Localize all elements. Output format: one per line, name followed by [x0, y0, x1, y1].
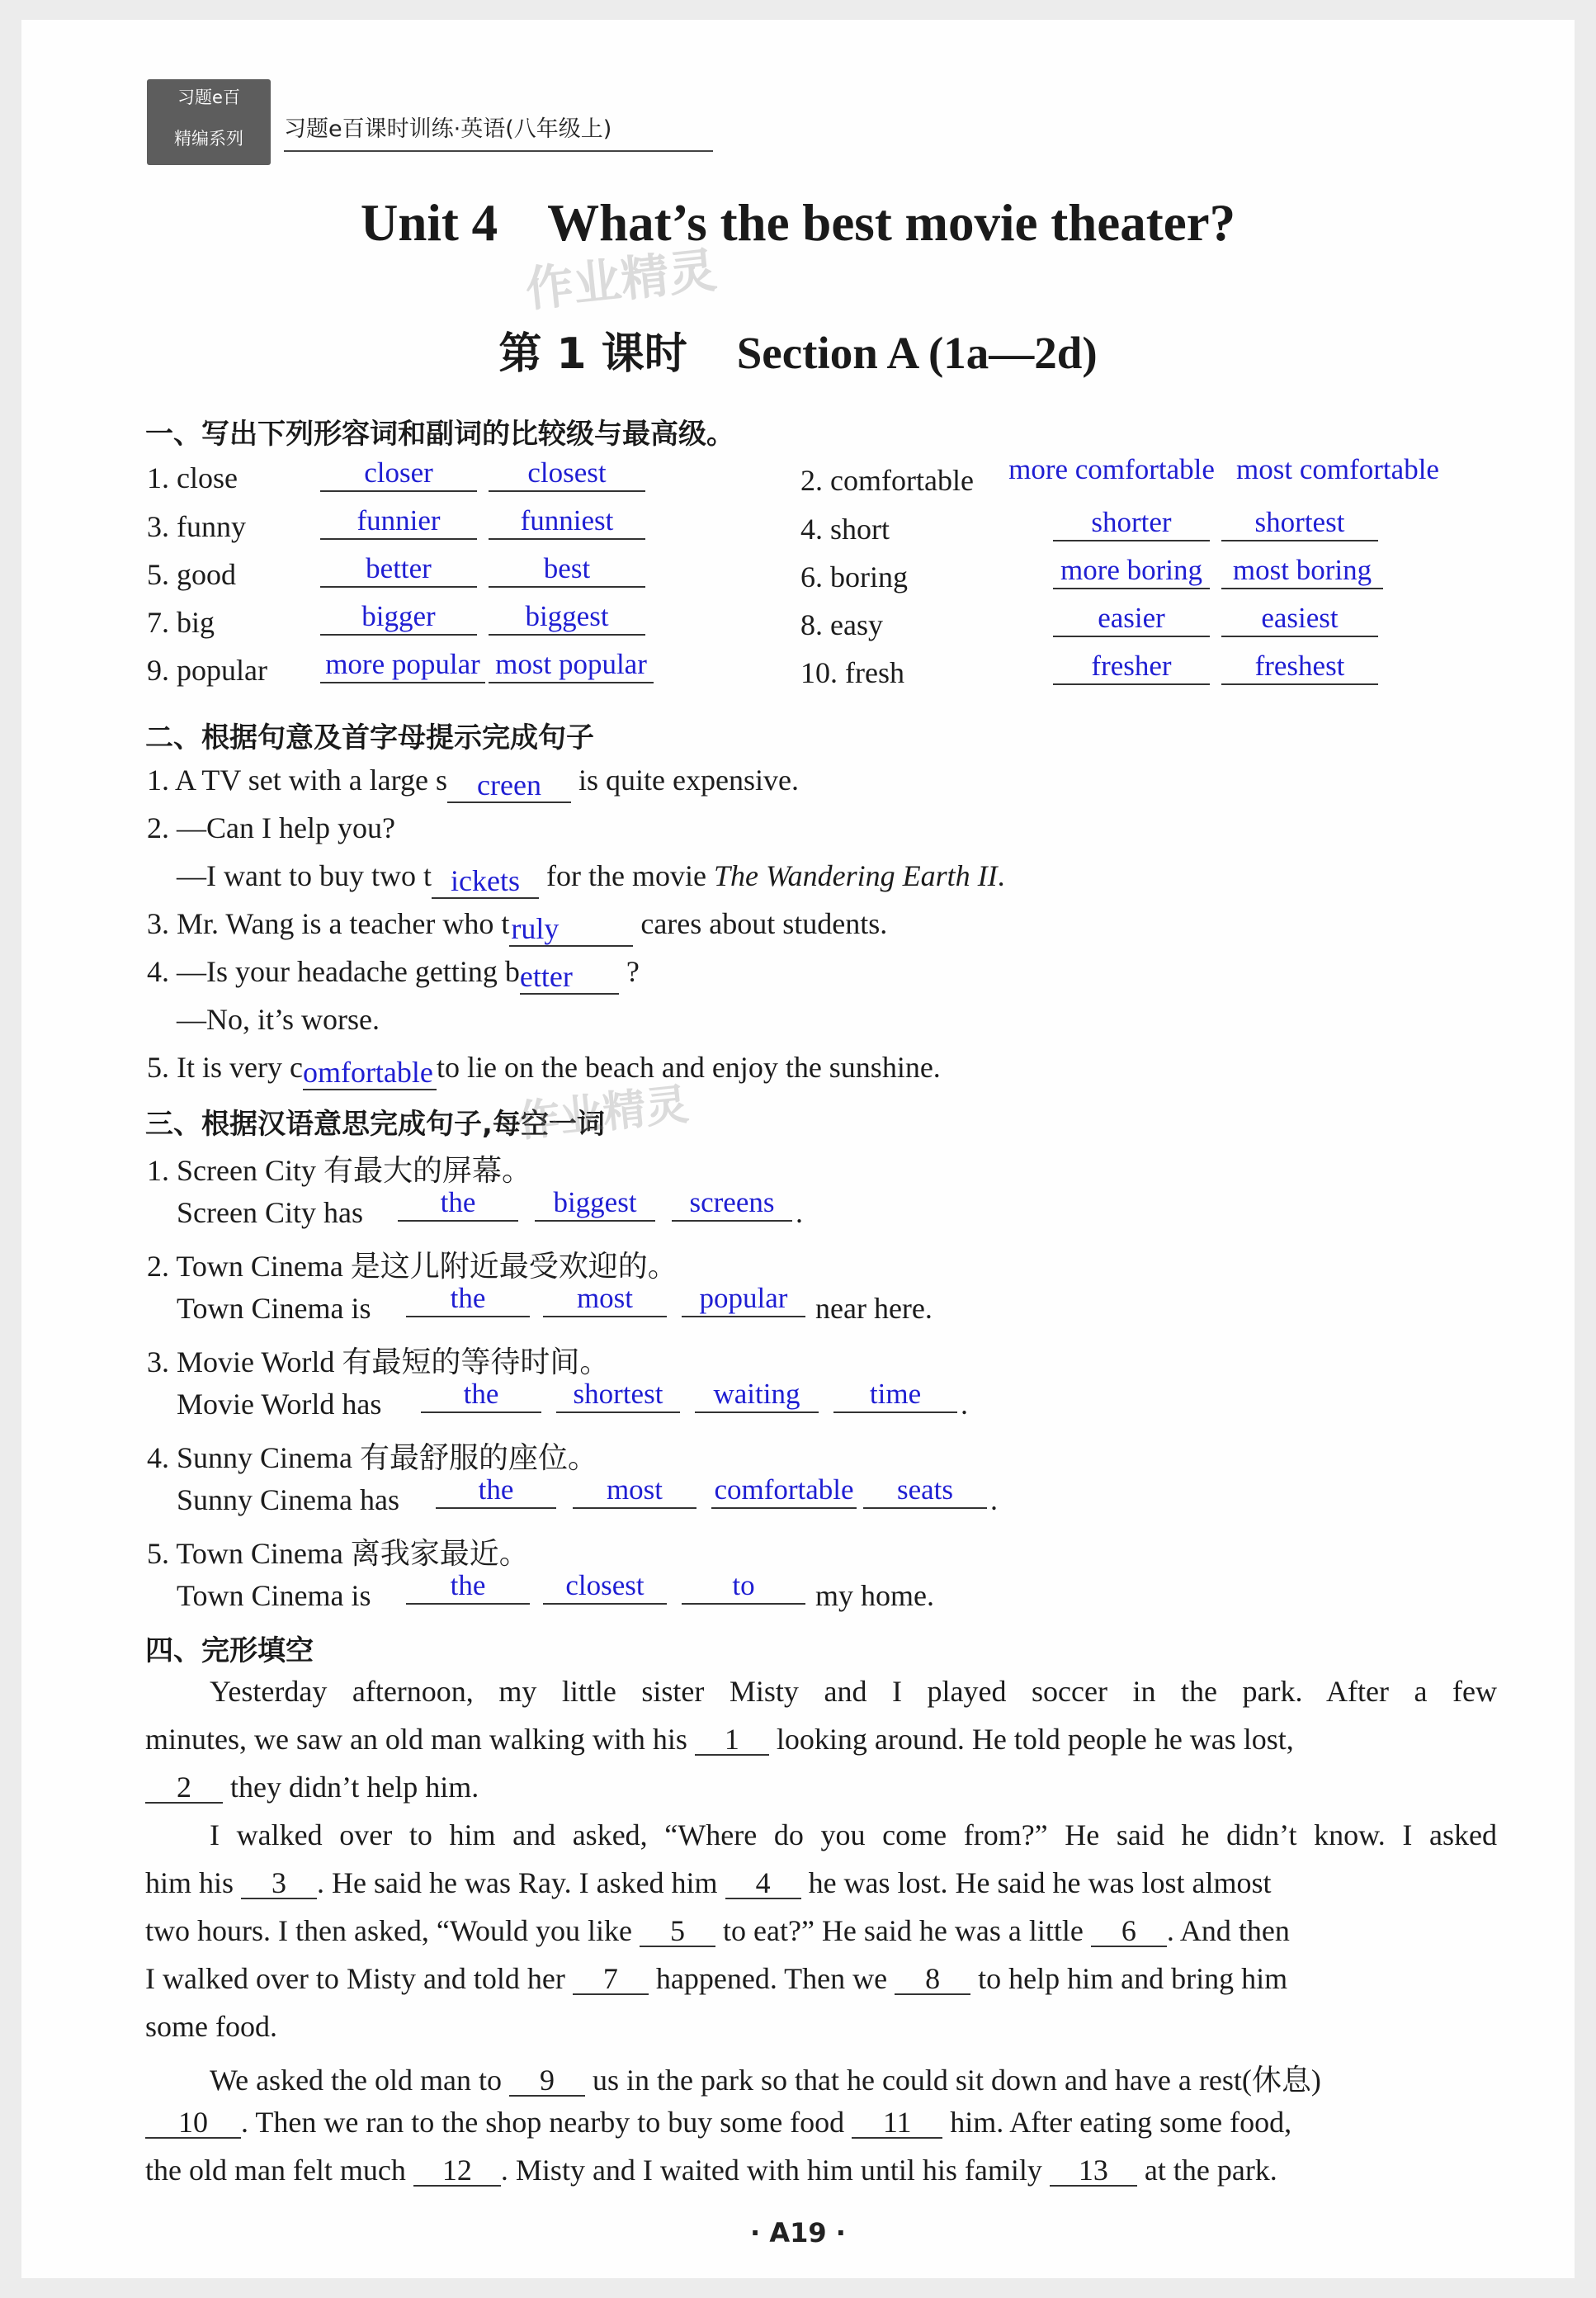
answer-blank[interactable]: ickets [432, 864, 539, 899]
part2-sentence-1 [147, 763, 799, 803]
passage-line: I walked over to him and asked, “Where do you come from?” He said he didn’t know. I asked [210, 1818, 1497, 1851]
unit-number: Unit 4 [360, 194, 498, 252]
sentence-text: ? [626, 955, 640, 988]
passage-text: . Misty and I waited with him until his family [500, 2154, 1042, 2187]
cloze-blank[interactable]: 11 [852, 2107, 942, 2139]
answer-blank[interactable]: creen [447, 768, 571, 803]
passage-line [145, 1961, 1287, 1996]
answer-blank[interactable]: omfortable [303, 1056, 437, 1090]
page-number: · A19 · [750, 2217, 846, 2248]
part3-item-cn: 1. Screen City 有最大的屏幕。 [147, 1154, 531, 1187]
comparative-blank[interactable]: fresher [1053, 649, 1210, 685]
sentence-end: . [796, 1196, 803, 1229]
sentence-text: to lie on the beach and enjoy the sunshine. [436, 1051, 941, 1084]
answer-blank[interactable]: shortest [556, 1377, 680, 1413]
lesson-title [21, 319, 1575, 381]
watermark: 作业精灵 [522, 242, 720, 318]
part4-heading: 四、完形填空 [145, 1634, 314, 1667]
answer-blank[interactable]: time [833, 1377, 957, 1413]
passage-text: I walked over to Misty and told her [145, 1962, 565, 1995]
cloze-blank[interactable]: 9 [509, 2065, 585, 2097]
comparative-blank[interactable]: bigger [320, 599, 477, 636]
answer-blank[interactable]: to [682, 1568, 805, 1605]
comparative-blank[interactable]: easier [1053, 601, 1210, 637]
answer-blank[interactable]: the [406, 1568, 530, 1605]
superlative-blank[interactable]: most comfortable [1236, 453, 1439, 485]
part1-label: 4. short [800, 513, 890, 546]
part3-item-cn: 3. Movie World 有最短的等待时间。 [147, 1345, 610, 1378]
series-logo [147, 79, 271, 165]
cloze-blank[interactable]: 12 [413, 2155, 501, 2187]
passage-text: he was lost. He said he was lost almost [808, 1866, 1272, 1899]
unit-question: What’s the best movie theater? [547, 194, 1236, 252]
comparative-blank[interactable]: more popular [320, 647, 485, 683]
cloze-blank[interactable]: 13 [1050, 2155, 1137, 2187]
passage-text: . Then we ran to the shop nearby to buy some food [241, 2106, 845, 2139]
part3-item-lead: Screen City has [177, 1196, 363, 1229]
watermark: 作业精灵 [515, 1080, 692, 1147]
passage-text: they didn’t help him. [230, 1771, 479, 1804]
comparative-blank[interactable]: closer [320, 456, 477, 492]
sentence-text: 3. Mr. Wang is a teacher who t [147, 907, 510, 940]
answer-blank[interactable]: etter [520, 960, 619, 995]
superlative-blank[interactable]: most boring [1221, 553, 1383, 589]
comparative-blank[interactable]: better [320, 551, 477, 588]
sentence-text: for the movie [545, 859, 714, 892]
superlative-blank[interactable]: freshest [1221, 649, 1378, 685]
sentence-end: near here. [815, 1292, 933, 1325]
cloze-blank[interactable]: 10 [145, 2107, 241, 2139]
passage-text: two hours. I then asked, “Would you like [145, 1914, 632, 1947]
part1-label: 2. comfortable [800, 464, 974, 497]
answer-blank[interactable]: the [436, 1473, 556, 1509]
cloze-blank[interactable]: 1 [695, 1724, 769, 1756]
answer-blank[interactable]: the [406, 1281, 530, 1317]
part1-label: 5. good [147, 558, 236, 591]
superlative-blank[interactable]: funniest [489, 504, 645, 540]
logo-line-2: 精编系列 [174, 129, 243, 149]
part1-label: 3. funny [147, 510, 246, 543]
superlative-blank[interactable]: easiest [1221, 601, 1378, 637]
part2-sentence-4a [147, 954, 640, 995]
sentence-end: . [961, 1388, 968, 1421]
passage-text: to eat?” He said he was a little [723, 1914, 1084, 1947]
worksheet-page [21, 20, 1575, 2278]
part2-sentence-2b [177, 858, 1005, 899]
passage-text: . And then [1166, 1914, 1290, 1947]
answer-blank[interactable]: seats [863, 1473, 987, 1509]
header-underline [284, 150, 713, 152]
part1-label: 9. popular [147, 654, 267, 687]
passage-line: Yesterday afternoon, my little sister Misty and I played soccer in the park. After a few [210, 1675, 1497, 1708]
passage-text: him his [145, 1866, 234, 1899]
superlative-blank[interactable]: biggest [489, 599, 645, 636]
passage-line [145, 1913, 1290, 1948]
answer-blank[interactable]: comfortable [711, 1473, 857, 1509]
cloze-blank[interactable]: 5 [640, 1916, 715, 1947]
part3-item-lead: Sunny Cinema has [177, 1483, 399, 1516]
part3-item-lead: Town Cinema is [177, 1292, 371, 1325]
part3-item-cn: 4. Sunny Cinema 有最舒服的座位。 [147, 1441, 597, 1474]
part1-label: 10. fresh [800, 656, 904, 689]
answer-blank[interactable]: ruly [509, 912, 633, 947]
comparative-blank[interactable]: more boring [1053, 553, 1210, 589]
part2-heading: 二、根据句意及首字母提示完成句子 [145, 721, 594, 754]
passage-text: at the park. [1144, 2154, 1277, 2187]
sentence-text: 1. A TV set with a large s [147, 764, 447, 797]
sentence-end: . [990, 1483, 998, 1516]
part3-item-cn: 2. Town Cinema 是这儿附近最受欢迎的。 [147, 1250, 678, 1283]
answer-blank[interactable]: closest [543, 1568, 667, 1605]
answer-blank[interactable]: popular [682, 1281, 805, 1317]
passage-text: minutes, we saw an old man walking with his [145, 1723, 687, 1756]
cloze-blank[interactable]: 2 [145, 1772, 223, 1804]
sentence-text: —I want to buy two t [177, 859, 432, 892]
answer-blank[interactable]: most [573, 1473, 696, 1509]
sentence-text: . [997, 859, 1005, 892]
sentence-text: 4. —Is your headache getting b [147, 955, 520, 988]
answer-blank[interactable]: waiting [695, 1377, 819, 1413]
answer-blank[interactable]: screens [672, 1185, 792, 1222]
part2-sentence-4b: —No, it’s worse. [177, 1003, 380, 1036]
series-title: 习题e百课时训练·英语(八年级上) [284, 116, 612, 142]
comparative-blank[interactable]: funnier [320, 504, 477, 540]
passage-text: us in the park so that he could sit down and have a rest(休息) [593, 2064, 1321, 2097]
passage-line [145, 2105, 1291, 2140]
lesson-section: Section A (1a—2d) [736, 328, 1098, 378]
cloze-blank[interactable]: 7 [573, 1964, 649, 1995]
passage-text: We asked the old man to [210, 2064, 503, 2097]
lesson-number: 第 1 课时 [498, 329, 687, 379]
part1-label: 8. easy [800, 608, 883, 641]
sentence-end: my home. [815, 1579, 934, 1612]
cloze-blank[interactable]: 6 [1091, 1916, 1167, 1947]
superlative-blank[interactable]: best [489, 551, 645, 588]
cloze-blank[interactable]: 8 [895, 1964, 970, 1995]
passage-line: some food. [145, 2010, 277, 2043]
part2-sentence-2a: 2. —Can I help you? [147, 811, 395, 844]
sentence-text: 5. It is very c [147, 1051, 303, 1084]
superlative-blank[interactable]: closest [489, 456, 645, 492]
passage-line [145, 1722, 1294, 1757]
passage-text: to help him and bring him [978, 1962, 1288, 1995]
comparative-blank[interactable]: more comfortable [1008, 453, 1215, 485]
superlative-blank[interactable]: most popular [489, 647, 654, 683]
part3-item-lead: Movie World has [177, 1388, 382, 1421]
passage-text: . He said he was Ray. I asked him [317, 1866, 718, 1899]
part3-heading: 三、根据汉语意思完成句子,每空一词 [145, 1108, 605, 1141]
part1-label: 6. boring [800, 560, 908, 593]
cloze-blank[interactable]: 3 [241, 1868, 317, 1899]
passage-text: him. After eating some food, [950, 2106, 1292, 2139]
superlative-blank[interactable]: shortest [1221, 505, 1378, 541]
answer-blank[interactable]: the [421, 1377, 541, 1413]
passage-text: looking around. He told people he was lost, [776, 1723, 1294, 1756]
passage-line [145, 2153, 1277, 2187]
answer-blank[interactable]: biggest [535, 1185, 655, 1222]
passage-line [145, 1865, 1271, 1900]
passage-text: the old man felt much [145, 2154, 406, 2187]
answer-blank[interactable]: most [543, 1281, 667, 1317]
answer-blank[interactable]: the [398, 1185, 518, 1222]
part2-sentence-3 [147, 906, 887, 947]
passage-line [145, 1770, 479, 1804]
cloze-blank[interactable]: 4 [725, 1868, 801, 1899]
sentence-text: is quite expensive. [578, 764, 799, 797]
unit-title [21, 193, 1575, 253]
movie-title: The Wandering Earth II [713, 859, 998, 892]
logo-line-1: 习题e百 [177, 87, 240, 107]
passage-line [210, 2057, 1321, 2099]
part3-item-cn: 5. Town Cinema 离我家最近。 [147, 1537, 529, 1570]
part1-heading: 一、写出下列形容词和副词的比较级与最高级。 [145, 418, 734, 451]
part1-label: 7. big [147, 606, 215, 639]
comparative-blank[interactable]: shorter [1053, 505, 1210, 541]
passage-text: happened. Then we [655, 1962, 888, 1995]
part3-item-lead: Town Cinema is [177, 1579, 371, 1612]
sentence-text: cares about students. [640, 907, 888, 940]
part1-label: 1. close [147, 461, 238, 494]
